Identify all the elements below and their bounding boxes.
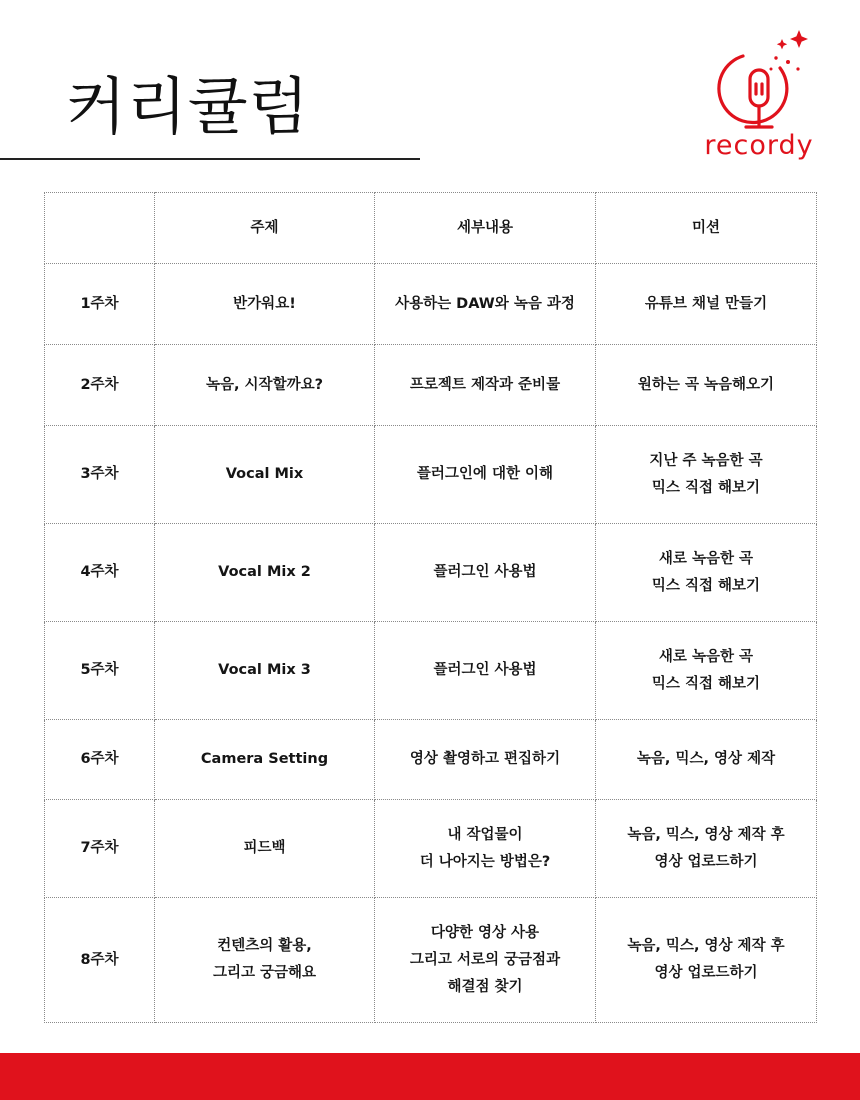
recordy-logo xyxy=(694,28,824,170)
cell-line: 유튜브 채널 만들기 xyxy=(644,295,768,312)
topic-cell xyxy=(155,426,375,524)
table-row xyxy=(45,622,817,720)
cell-line: 다양한 영상 사용 xyxy=(430,924,540,941)
details-cell xyxy=(375,524,596,622)
table-row xyxy=(45,898,817,1023)
mission-cell xyxy=(596,800,817,898)
mission-cell xyxy=(596,622,817,720)
week-cell: 2주차 xyxy=(45,345,155,426)
cell-line: 피드백 xyxy=(243,840,286,856)
cell-line: 지난 주 녹음한 곡 xyxy=(649,452,763,469)
topic-cell xyxy=(155,800,375,898)
table-row xyxy=(45,345,817,426)
topic-cell xyxy=(155,622,375,720)
logo-wordmark: recordy xyxy=(704,130,814,161)
topic-cell xyxy=(155,720,375,800)
mission-cell xyxy=(596,426,817,524)
table-header-cell: 미션 xyxy=(596,193,817,264)
week-cell: 5주차 xyxy=(45,622,155,720)
details-cell xyxy=(375,345,596,426)
week-cell: 1주차 xyxy=(45,264,155,345)
table-row xyxy=(45,264,817,345)
mission-cell xyxy=(596,524,817,622)
cell-line: 영상 업로드하기 xyxy=(654,853,758,870)
cell-line: 해결점 찾기 xyxy=(447,978,523,995)
details-cell xyxy=(375,426,596,524)
cell-line: 믹스 직접 해보기 xyxy=(651,577,761,594)
table-row xyxy=(45,800,817,898)
details-cell xyxy=(375,622,596,720)
cell-line: 컨텐츠의 활용, xyxy=(217,938,312,954)
mission-cell xyxy=(596,898,817,1023)
table-row xyxy=(45,426,817,524)
topic-cell xyxy=(155,264,375,345)
cell-line: 녹음, 믹스, 영상 제작 후 xyxy=(627,938,785,954)
table-header-cell: 세부내용 xyxy=(375,193,596,264)
microphone-stars-icon xyxy=(694,28,824,132)
table-row xyxy=(45,524,817,622)
cell-line: 영상 업로드하기 xyxy=(654,965,758,981)
curriculum-table xyxy=(44,192,817,1023)
cell-line: 믹스 직접 해보기 xyxy=(651,675,761,692)
topic-cell xyxy=(155,898,375,1023)
cell-line: Camera Setting xyxy=(200,751,329,767)
cell-line: 프로젝트 제작과 준비물 xyxy=(409,376,561,393)
cell-line: 믹스 직접 해보기 xyxy=(651,479,761,496)
cell-line: 플러그인 사용법 xyxy=(433,564,537,580)
cell-line: Vocal Mix xyxy=(225,466,304,482)
cell-line: Vocal Mix 2 xyxy=(218,564,311,580)
table-header-cell: 주제 xyxy=(155,193,375,264)
cell-line: 사용하는 DAW와 녹음 과정 xyxy=(395,295,575,312)
cell-line: 그리고 궁금해요 xyxy=(212,965,317,981)
mission-cell xyxy=(596,345,817,426)
cell-line: 플러그인 사용법 xyxy=(433,662,537,678)
table-row xyxy=(45,720,817,800)
footer-accent-bar xyxy=(0,1053,860,1100)
cell-line: 영상 촬영하고 편집하기 xyxy=(409,751,561,767)
cell-line: 녹음, 믹스, 영상 제작 xyxy=(636,751,776,767)
page-title: 커리큘럼 xyxy=(66,70,310,143)
cell-line: Vocal Mix 3 xyxy=(218,662,311,678)
cell-line: 플러그인에 대한 이해 xyxy=(416,466,554,482)
week-cell: 4주차 xyxy=(45,524,155,622)
cell-line: 반가워요! xyxy=(233,295,296,312)
cell-line: 그리고 서로의 궁금점과 xyxy=(409,951,561,968)
title-underline xyxy=(0,158,420,160)
details-cell xyxy=(375,720,596,800)
cell-line: 새로 녹음한 곡 xyxy=(658,648,754,665)
week-cell: 8주차 xyxy=(45,898,155,1023)
week-cell: 7주차 xyxy=(45,800,155,898)
table-header-row xyxy=(45,193,817,264)
cell-line: 녹음, 믹스, 영상 제작 후 xyxy=(627,826,785,843)
details-cell xyxy=(375,898,596,1023)
cell-line: 원하는 곡 녹음해오기 xyxy=(637,376,775,393)
table-header-cell xyxy=(45,193,155,264)
cell-line: 더 나아지는 방법은? xyxy=(419,853,551,870)
week-cell: 6주차 xyxy=(45,720,155,800)
week-cell: 3주차 xyxy=(45,426,155,524)
details-cell xyxy=(375,800,596,898)
mission-cell xyxy=(596,720,817,800)
topic-cell xyxy=(155,345,375,426)
mission-cell xyxy=(596,264,817,345)
topic-cell xyxy=(155,524,375,622)
details-cell xyxy=(375,264,596,345)
cell-line: 내 작업물이 xyxy=(447,826,523,843)
cell-line: 녹음, 시작할까요? xyxy=(205,376,324,393)
cell-line: 새로 녹음한 곡 xyxy=(658,550,754,567)
